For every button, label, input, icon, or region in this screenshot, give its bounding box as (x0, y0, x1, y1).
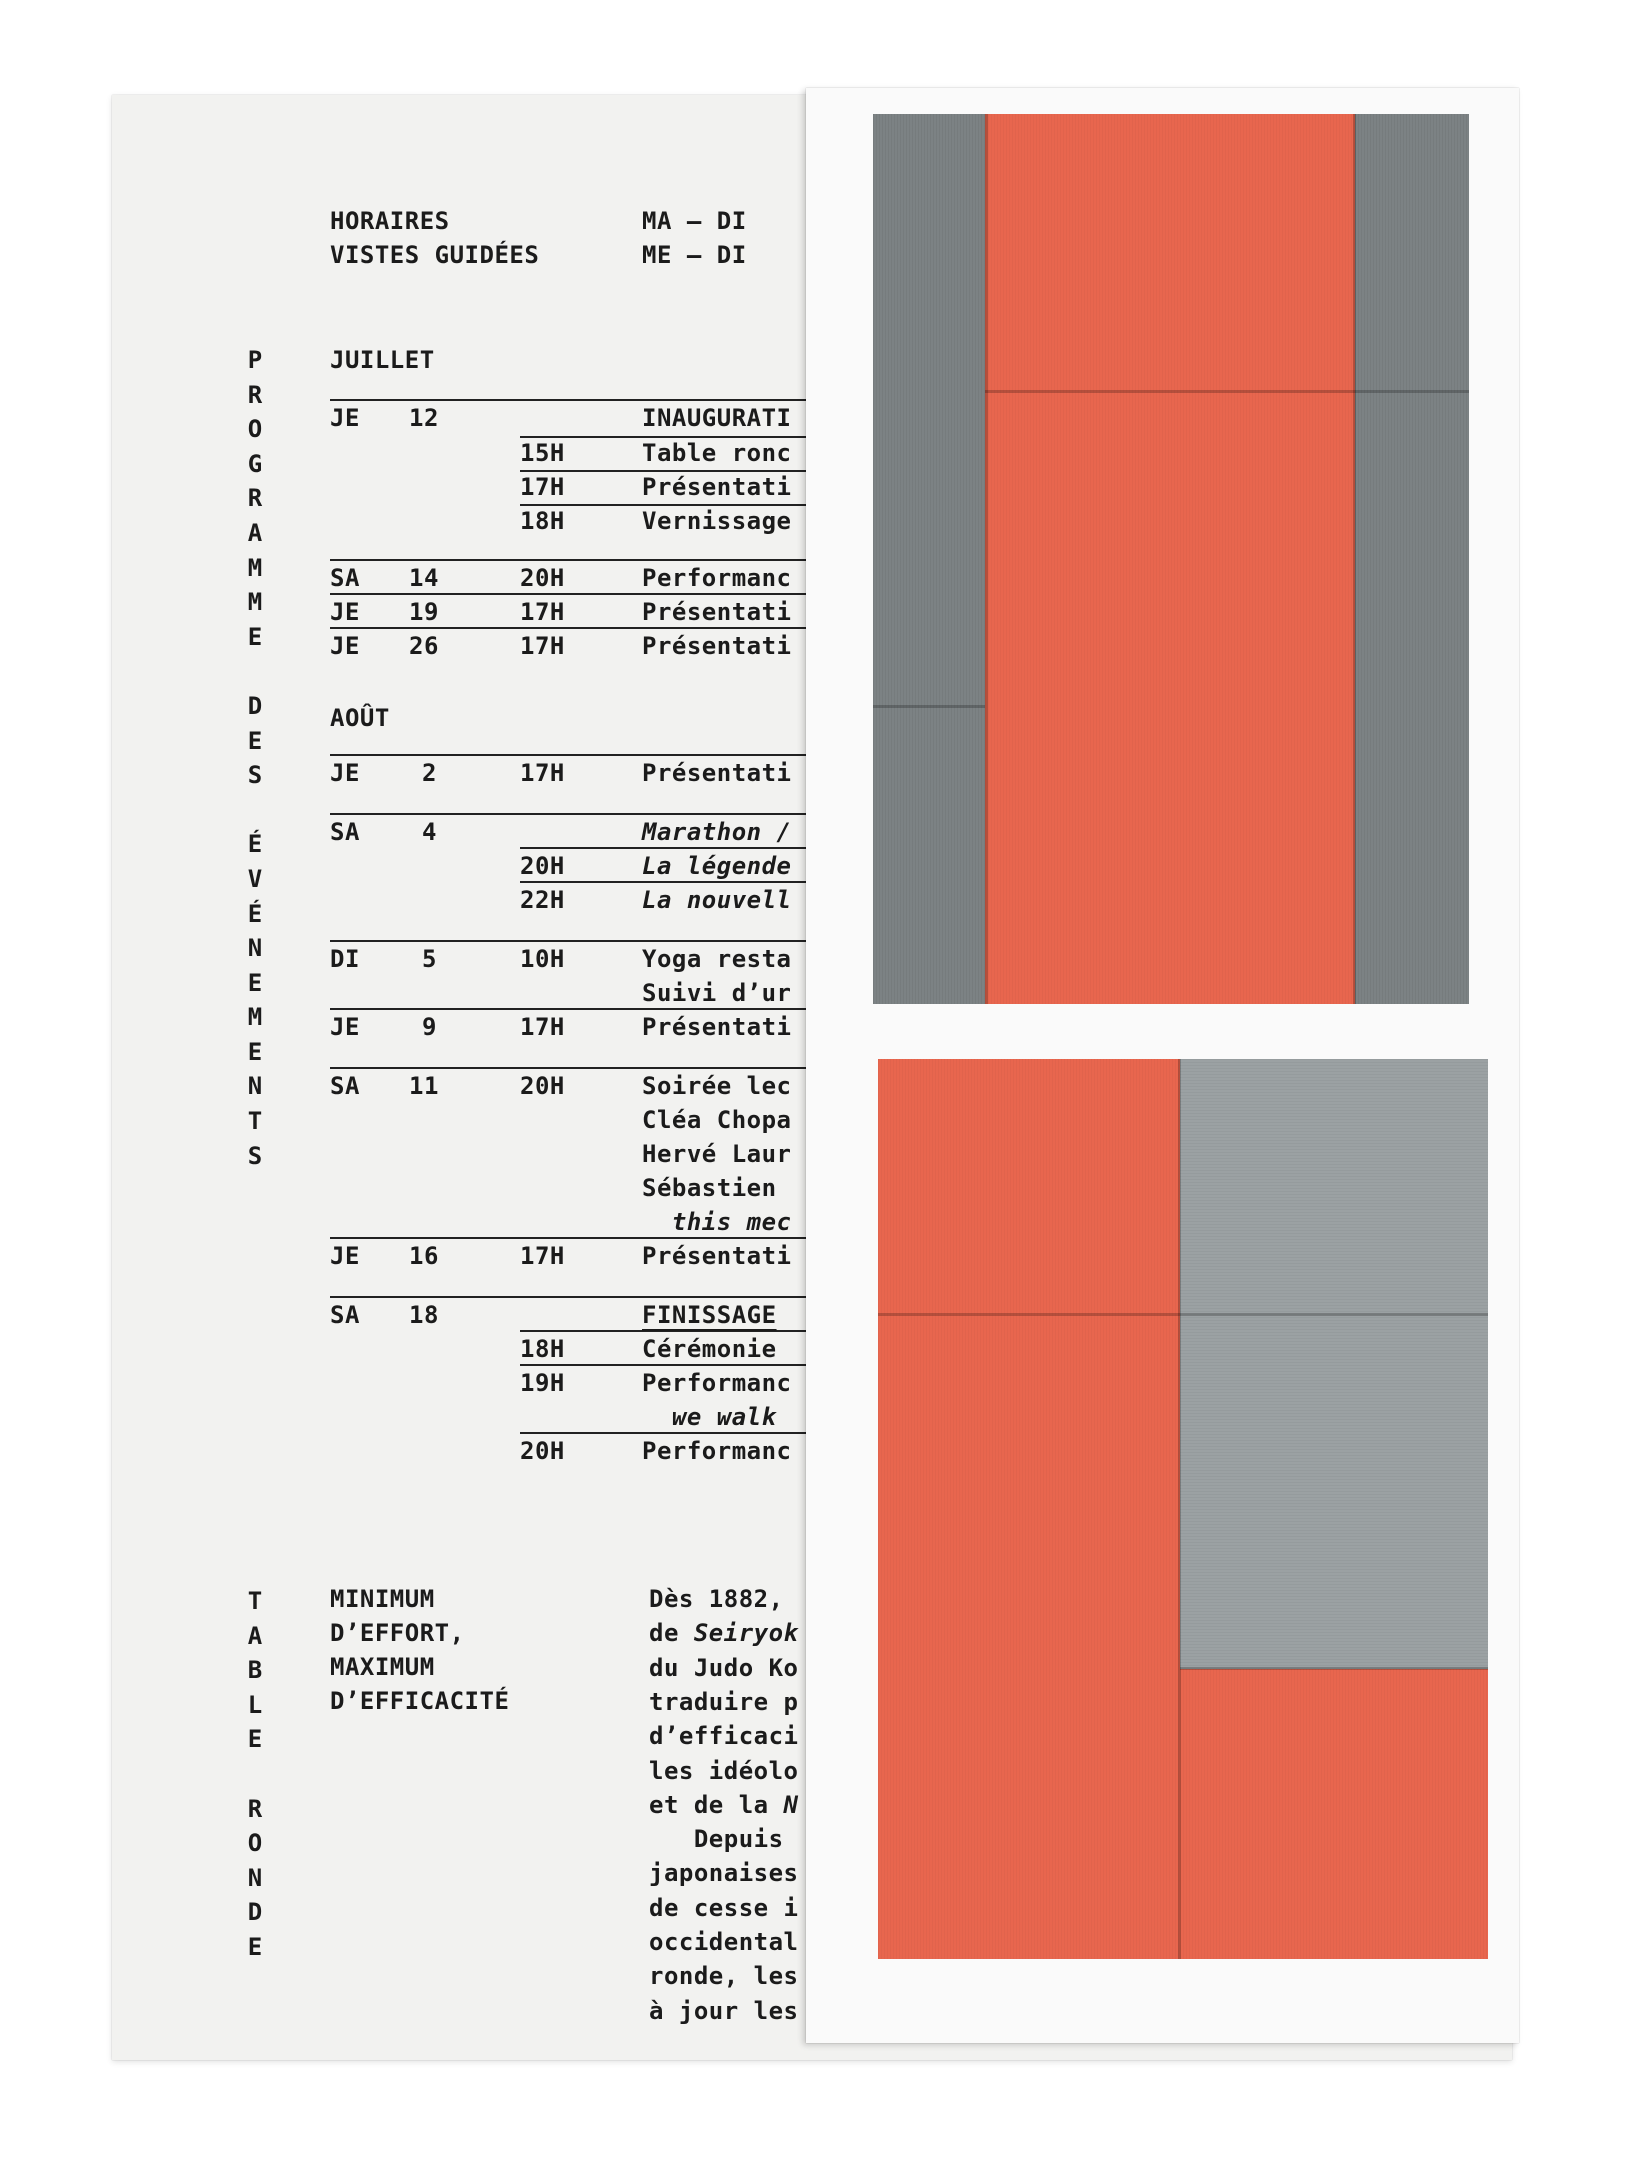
row-day: DI (330, 945, 360, 973)
top-photo (873, 114, 1469, 1004)
vertical-letter: S (247, 761, 263, 790)
vertical-letter (240, 1757, 270, 1792)
vertical-letter: B (247, 1656, 263, 1685)
vertical-letter: M (247, 1003, 263, 1032)
table-ronde-line (649, 1756, 799, 1786)
vertical-letter: L (247, 1690, 263, 1719)
row-event: Performanc (642, 1369, 792, 1397)
vertical-letter: R (247, 484, 263, 513)
month-july: JUILLET (330, 346, 435, 374)
line-italic-text: Seiryok (693, 1619, 799, 1648)
row-time: 20H (520, 1437, 565, 1465)
vertical-letter: D (247, 691, 263, 720)
line-text: Depuis (649, 1825, 784, 1854)
table-ronde-line (649, 1858, 799, 1888)
vertical-letter: A (247, 518, 263, 547)
row-day: SA (330, 1072, 360, 1100)
row-event: Soirée lec (642, 1072, 792, 1100)
line-text: et de la (649, 1790, 784, 1819)
row-date: 12 (409, 404, 439, 432)
table-ronde-line (649, 1790, 799, 1820)
row-event: FINISSAGE (642, 1301, 777, 1329)
row-event: we walk (642, 1403, 777, 1431)
vertical-letter: E (247, 1932, 263, 1961)
line-text: Dès 1882, (649, 1585, 784, 1613)
table-ronde-vertical-title (240, 1584, 270, 1965)
row-event: Hervé Laur (642, 1140, 792, 1168)
vertical-letter: D (247, 1898, 263, 1927)
vertical-letter: S (247, 1141, 263, 1170)
row-time: 17H (520, 1242, 565, 1270)
bottom-photo (878, 1059, 1488, 1959)
table-ronde-line (649, 1824, 784, 1854)
row-date: 2 (422, 759, 437, 787)
tr-heading-line: MINIMUM (330, 1585, 435, 1613)
vertical-letter: N (247, 1072, 263, 1101)
vertical-letter: E (247, 968, 263, 997)
row-date: 14 (409, 564, 439, 592)
month-august: AOÛT (330, 704, 390, 732)
row-event: this mec (642, 1208, 792, 1236)
line-text: les idéolo (649, 1756, 799, 1785)
row-event: Performanc (642, 1437, 792, 1465)
row-event: Vernissage (642, 507, 792, 535)
vertical-letter: O (247, 415, 263, 444)
vertical-letter: E (247, 1037, 263, 1066)
row-event: Présentati (642, 1242, 792, 1270)
line-text: de (649, 1619, 694, 1648)
row-day: SA (330, 818, 360, 846)
row-day: JE (330, 759, 360, 787)
vertical-letter: G (247, 449, 263, 478)
row-time: 19H (520, 1369, 565, 1397)
row-event: Marathon / (642, 818, 792, 846)
row-event: INAUGURATI (642, 404, 792, 432)
row-time: 20H (520, 564, 565, 592)
vertical-letter: A (247, 1621, 263, 1650)
row-event: La légende (642, 852, 792, 880)
row-time: 17H (520, 759, 565, 787)
row-date: 9 (422, 1013, 437, 1041)
row-event: Présentati (642, 598, 792, 626)
line-text: occidental (649, 1928, 799, 1956)
tr-heading-line: D’EFFORT, (330, 1619, 465, 1647)
vertical-letter: T (247, 1107, 263, 1136)
vertical-letter: N (247, 934, 263, 963)
line-text: d’efficaci (649, 1722, 799, 1751)
vertical-letter: E (247, 726, 263, 755)
row-time: 20H (520, 852, 565, 880)
row-time: 10H (520, 945, 565, 973)
vertical-letter: V (247, 864, 263, 893)
table-ronde-line (649, 1961, 799, 1991)
row-event: Présentati (642, 759, 792, 787)
row-date: 26 (409, 632, 439, 660)
row-event: Table ronc (642, 439, 792, 467)
row-event: Yoga resta (642, 945, 792, 973)
guided-tours-value: ME — DI (642, 241, 747, 269)
row-event: Performanc (642, 564, 792, 592)
row-event: Sébastien (642, 1174, 777, 1202)
vertical-letter: M (247, 588, 263, 617)
line-text: ronde, les (649, 1962, 799, 1991)
photo-card (806, 88, 1519, 2043)
line-italic-text: N (783, 1790, 799, 1819)
table-ronde-line (649, 1618, 799, 1648)
row-day: JE (330, 1242, 360, 1270)
vertical-letter: M (247, 553, 263, 582)
line-text: du Judo Ko (649, 1653, 799, 1682)
hours-value: MA — DI (642, 207, 747, 235)
row-time: 17H (520, 632, 565, 660)
row-time: 15H (520, 439, 565, 467)
row-date: 11 (409, 1072, 439, 1100)
row-date: 16 (409, 1242, 439, 1270)
vertical-letter: T (247, 1587, 263, 1615)
line-text: japonaises (649, 1859, 799, 1888)
row-date: 18 (409, 1301, 439, 1329)
vertical-letter: R (247, 380, 263, 409)
row-day: JE (330, 404, 360, 432)
row-day: JE (330, 1013, 360, 1041)
line-text: traduire p (649, 1687, 799, 1716)
row-day: JE (330, 598, 360, 626)
hours-label: HORAIRES (330, 207, 450, 235)
row-date: 5 (422, 945, 437, 973)
vertical-letter: E (247, 1725, 263, 1754)
vertical-letter: N (247, 1863, 263, 1892)
vertical-letter: R (247, 1794, 263, 1823)
row-event: Présentati (642, 1013, 792, 1041)
table-ronde-line (649, 1927, 799, 1957)
row-time: 17H (520, 598, 565, 626)
table-ronde-line (649, 1653, 799, 1683)
vertical-letter: P (247, 346, 263, 374)
row-event: Présentati (642, 632, 792, 660)
row-date: 19 (409, 598, 439, 626)
vertical-letter: E (247, 622, 263, 651)
row-time: 17H (520, 1013, 565, 1041)
row-time: 18H (520, 507, 565, 535)
table-ronde-line (649, 1893, 799, 1923)
row-time: 20H (520, 1072, 565, 1100)
row-day: SA (330, 1301, 360, 1329)
vertical-letter: O (247, 1829, 263, 1858)
row-day: JE (330, 632, 360, 660)
line-text: de cesse i (649, 1893, 799, 1922)
table-ronde-line (649, 1996, 799, 2026)
row-time: 18H (520, 1335, 565, 1363)
row-time: 17H (520, 473, 565, 501)
row-time: 22H (520, 886, 565, 914)
row-event: Cléa Chopa (642, 1106, 792, 1134)
table-ronde-line (649, 1687, 799, 1717)
row-day: SA (330, 564, 360, 592)
vertical-letter: É (247, 830, 263, 859)
row-event: Présentati (642, 473, 792, 501)
row-date: 4 (422, 818, 437, 846)
row-event: Cérémonie (642, 1335, 777, 1363)
line-text: à jour les (649, 1996, 799, 2025)
row-event: Suivi d’ur (642, 979, 792, 1007)
table-ronde-line (649, 1584, 784, 1614)
tr-heading-line: D’EFFICACITÉ (330, 1687, 510, 1715)
vertical-letter: É (247, 899, 263, 928)
table-ronde-line (649, 1721, 799, 1751)
row-event: La nouvell (642, 886, 792, 914)
guided-tours-label: VISTES GUIDÉES (330, 241, 540, 269)
tr-heading-line: MAXIMUM (330, 1653, 435, 1681)
